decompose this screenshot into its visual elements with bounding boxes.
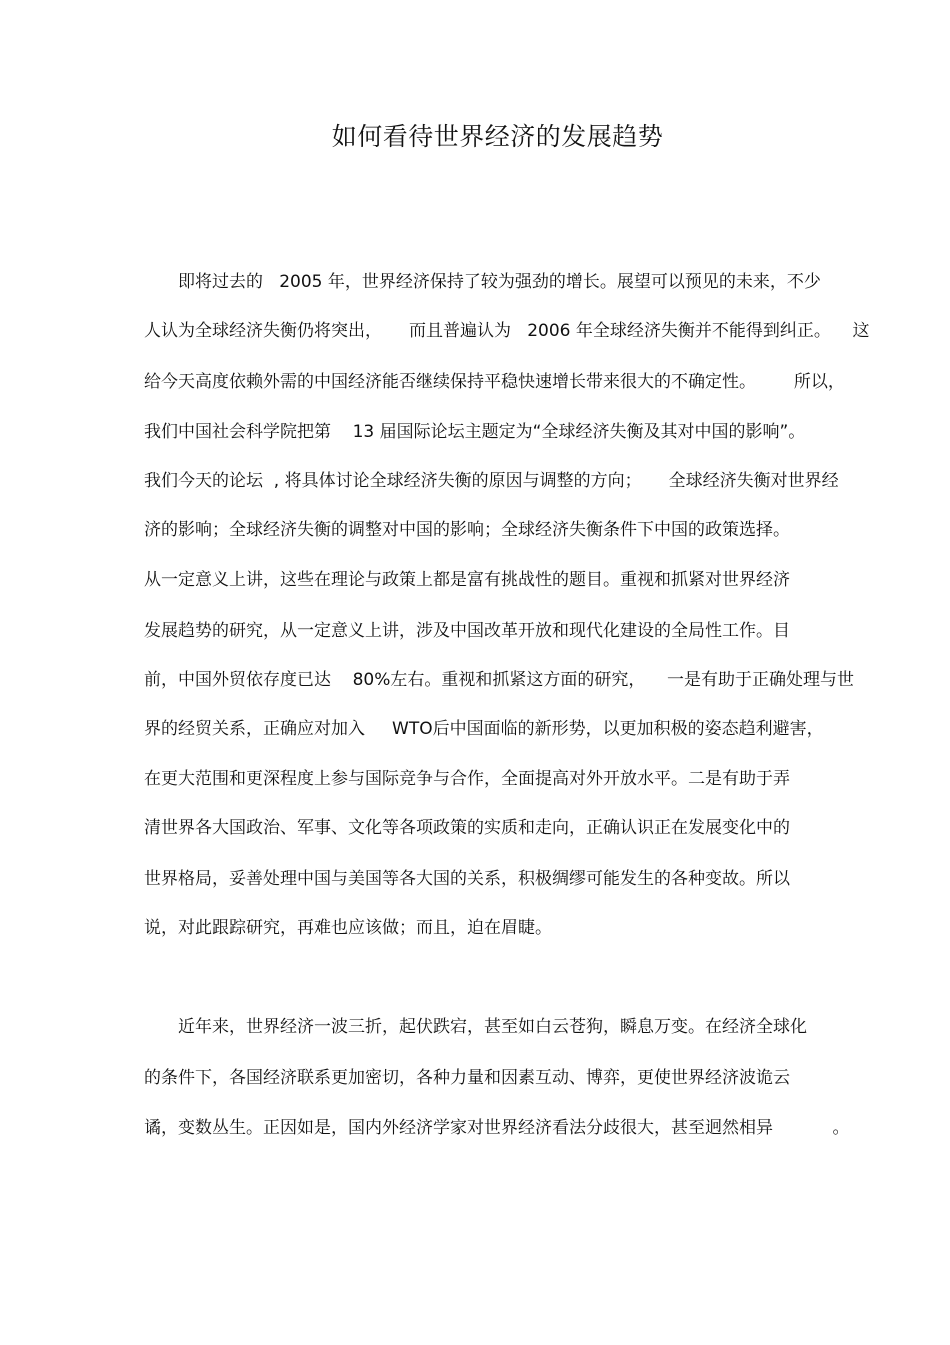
paragraph-line: 人认为全球经济失衡仍将突出， 而且普遍认为 2006 年全球经济失衡并不能得到纠正。 这 <box>144 321 870 341</box>
paragraph-line: 清世界各大国政治、军事、文化等各项政策的实质和走向，正确认识正在发展变化中的 <box>144 818 790 838</box>
paragraph-line: 在更大范围和更深程度上参与国际竞争与合作，全面提高对外开放水平。二是有助于弄 <box>144 769 790 789</box>
paragraph-line: 界的经贸关系，正确应对加入 WTO后中国面临的新形势，以更加积极的姿态趋利避害， <box>144 719 824 739</box>
paragraph-line: 给今天高度依赖外需的中国经济能否继续保持平稳快速增长带来很大的不确定性。 所以， <box>144 372 845 392</box>
paragraph-line: 济的影响；全球经济失衡的调整对中国的影响；全球经济失衡条件下中国的政策选择。 <box>144 520 790 540</box>
paragraph-line: 前，中国外贸依存度已达 80%左右。重视和抓紧这方面的研究， 一是有助于正确处理与世 <box>144 670 855 690</box>
paragraph-line: 我们今天的论坛 , 将具体讨论全球经济失衡的原因与调整的方向； 全球经济失衡对世界经 <box>144 471 839 491</box>
paragraph-line: 谲，变数丛生。正因如是，国内外经济学家对世界经济看法分歧很大，甚至迥然相异 。 <box>144 1118 850 1138</box>
paragraph-line: 从一定意义上讲，这些在理论与政策上都是富有挑战性的题目。重视和抓紧对世界经济 <box>144 570 790 590</box>
paragraph-line: 近年来，世界经济一波三折，起伏跌宕，甚至如白云苍狗，瞬息万变。在经济全球化 <box>178 1017 807 1037</box>
paragraph-line: 的条件下，各国经济联系更加密切，各种力量和因素互动、博弈，更使世界经济波诡云 <box>144 1068 790 1088</box>
paragraph-line: 发展趋势的研究，从一定意义上讲，涉及中国改革开放和现代化建设的全局性工作。目 <box>144 621 790 641</box>
paragraph-line: 我们中国社会科学院把第 13 届国际论坛主题定为“全球经济失衡及其对中国的影响”。 <box>144 422 806 442</box>
paragraph-line: 世界格局，妥善处理中国与美国等各大国的关系，积极绸缪可能发生的各种变故。所以 <box>144 869 790 889</box>
document-title: 如何看待世界经济的发展趋势 <box>331 122 664 151</box>
paragraph-line: 即将过去的 2005 年，世界经济保持了较为强劲的增长。展望可以预见的未来，不少 <box>178 272 821 292</box>
paragraph-line: 说，对此跟踪研究，再难也应该做；而且，迫在眉睫。 <box>144 918 552 938</box>
